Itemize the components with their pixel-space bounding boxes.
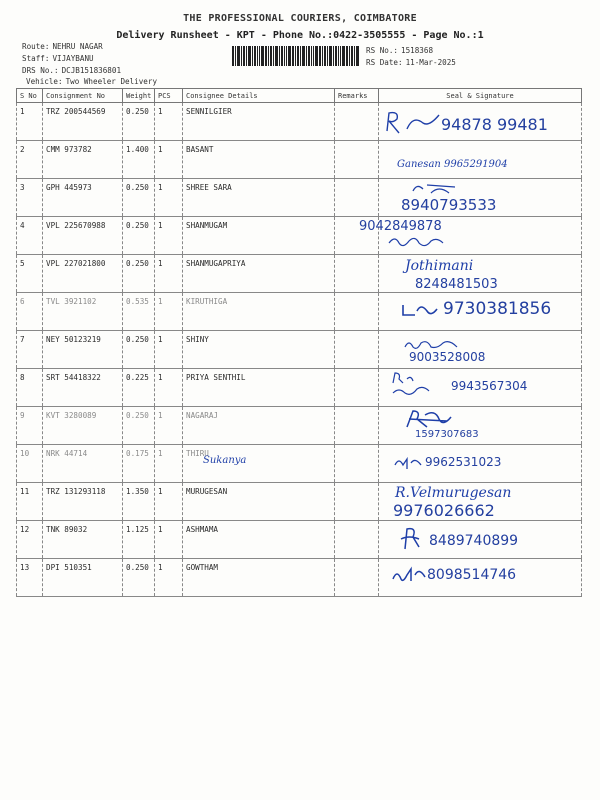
cell-pcs: 1: [155, 521, 183, 559]
signature-scribble: [389, 565, 429, 585]
drs-label: DRS No.:: [22, 66, 59, 75]
cell-weight: 0.250: [123, 179, 155, 217]
cell-weight: 0.250: [123, 331, 155, 369]
cell-sno: 9: [17, 407, 43, 445]
handwritten-phone: 8248481503: [415, 277, 498, 292]
cell-consignment: NEY 50123219: [43, 331, 123, 369]
handwritten-name: Jothimani: [405, 258, 474, 274]
table-row: [17, 445, 582, 483]
table-row: [17, 103, 582, 141]
cell-pcs: 1: [155, 407, 183, 445]
rs-no-label: RS No.:: [366, 46, 399, 55]
handwritten-phone: 9976026662: [393, 501, 495, 520]
cell-weight: 1.125: [123, 521, 155, 559]
cell-remarks: [335, 369, 379, 407]
cell-consignment: TNK 89032: [43, 521, 123, 559]
cell-weight: 1.400: [123, 141, 155, 179]
table-row: [17, 141, 582, 179]
cell-sno: 5: [17, 255, 43, 293]
cell-signature: [379, 255, 582, 293]
staff-label: Staff:: [22, 54, 50, 63]
cell-pcs: 1: [155, 217, 183, 255]
cell-remarks: [335, 521, 379, 559]
cell-pcs: 1: [155, 483, 183, 521]
vehicle-label: Vehicle:: [26, 77, 63, 86]
rs-date-line: [366, 58, 456, 67]
staff-line: [22, 54, 94, 63]
handwritten-phone: 9943567304: [451, 379, 528, 393]
cell-signature: [379, 445, 582, 483]
staff-value: VIJAYBANU: [52, 54, 94, 63]
cell-signature: [379, 483, 582, 521]
table-row: [17, 293, 582, 331]
cell-signature: [379, 179, 582, 217]
handwritten-phone: 94878 99481: [441, 115, 548, 134]
cell-pcs: 1: [155, 141, 183, 179]
cell-sno: 11: [17, 483, 43, 521]
cell-remarks: [335, 103, 379, 141]
cell-consignment: VPL 225670988: [43, 217, 123, 255]
cell-pcs: 1: [155, 369, 183, 407]
cell-consignee: GOWTHAM: [183, 559, 335, 597]
handwritten-phone: 8940793533: [401, 196, 497, 214]
col-header-weight: Weight: [123, 89, 155, 103]
cell-consignment: TRZ 200544569: [43, 103, 123, 141]
cell-consignment: NRK 44714: [43, 445, 123, 483]
rs-date-label: RS Date:: [366, 58, 403, 67]
cell-sno: 13: [17, 559, 43, 597]
handwritten-phone: 9730381856: [443, 299, 552, 319]
cell-remarks: [335, 255, 379, 293]
signature-scribble: [403, 337, 463, 351]
cell-weight: 0.250: [123, 103, 155, 141]
cell-sno: 6: [17, 293, 43, 331]
signature-scribble: [387, 235, 447, 249]
cell-sno: 2: [17, 141, 43, 179]
cell-consignment: CMM 973782: [43, 141, 123, 179]
cell-weight: 0.250: [123, 255, 155, 293]
runsheet-title: Delivery Runsheet - KPT - Phone No.:0422-3505555 - Page No.:1: [116, 30, 484, 41]
cell-pcs: 1: [155, 179, 183, 217]
table-row: [17, 217, 582, 255]
cell-consignee: MURUGESAN: [183, 483, 335, 521]
consignee-name: THIRU: [186, 449, 209, 458]
cell-sno: 4: [17, 217, 43, 255]
rs-date-value: 11-Mar-2025: [405, 58, 456, 67]
col-header-signature: Seal & Signature: [379, 89, 582, 103]
handwritten-phone: 9962531023: [425, 455, 502, 469]
cell-pcs: 1: [155, 445, 183, 483]
cell-sno: 1: [17, 103, 43, 141]
cell-consignee: SHREE SARA: [183, 179, 335, 217]
cell-sno: 10: [17, 445, 43, 483]
cell-weight: 0.535: [123, 293, 155, 331]
cell-weight: 0.175: [123, 445, 155, 483]
cell-weight: 0.250: [123, 407, 155, 445]
cell-consignment: GPH 445973: [43, 179, 123, 217]
cell-signature: [379, 141, 582, 179]
table-header-row: [17, 89, 582, 103]
cell-signature: [379, 559, 582, 597]
route-value: NEHRU NAGAR: [52, 42, 103, 51]
table-row: [17, 521, 582, 559]
signature-scribble: [393, 455, 423, 471]
col-header-remarks: Remarks: [335, 89, 379, 103]
signature-scribble: [383, 109, 443, 135]
cell-remarks: [335, 407, 379, 445]
cell-consignment: DPI 510351: [43, 559, 123, 597]
cell-consignee: BASANT: [183, 141, 335, 179]
cell-remarks: [335, 179, 379, 217]
cell-consignee: SHINY: [183, 331, 335, 369]
handwritten-name: R.Velmurugesan: [395, 485, 512, 501]
cell-consignment: TRZ 131293118: [43, 483, 123, 521]
barcode: [232, 46, 360, 72]
col-header-sno: S No: [17, 89, 43, 103]
cell-pcs: 1: [155, 293, 183, 331]
signature-scribble: [389, 371, 455, 399]
cell-remarks: [335, 559, 379, 597]
cell-weight: 0.250: [123, 217, 155, 255]
cell-weight: 0.225: [123, 369, 155, 407]
signature-scribble: [399, 525, 423, 551]
table-row: [17, 369, 582, 407]
cell-sno: 7: [17, 331, 43, 369]
table-row: [17, 179, 582, 217]
drs-value: DCJB151836801: [61, 66, 122, 75]
cell-signature: [379, 407, 582, 445]
route-label: Route:: [22, 42, 50, 51]
table-row: [17, 407, 582, 445]
col-header-consignee: Consignee Details: [183, 89, 335, 103]
signature-scribble: [409, 181, 459, 197]
cell-consignee: KIRUTHIGA: [183, 293, 335, 331]
cell-signature: [379, 521, 582, 559]
signature-scribble: [401, 301, 441, 319]
col-header-pcs: PCS: [155, 89, 183, 103]
cell-consignment: SRT 54418322: [43, 369, 123, 407]
drs-line: [22, 66, 121, 75]
cell-consignment: VPL 227021800: [43, 255, 123, 293]
cell-consignee: SENNILGIER: [183, 103, 335, 141]
signature-scribble: [403, 409, 453, 431]
table-row: [17, 331, 582, 369]
cell-consignee: ASHMAMA: [183, 521, 335, 559]
cell-signature: [379, 331, 582, 369]
cell-remarks: [335, 331, 379, 369]
cell-consignee: SHANMUGAPRIYA: [183, 255, 335, 293]
cell-pcs: 1: [155, 103, 183, 141]
cell-remarks: [335, 293, 379, 331]
cell-remarks: [335, 445, 379, 483]
cell-consignment: KVT 3280089: [43, 407, 123, 445]
rs-no-value: 1518368: [401, 46, 434, 55]
cell-consignee: [183, 445, 335, 483]
rs-no-line: [366, 46, 433, 55]
cell-signature: [359, 217, 582, 255]
cell-consignee: PRIYA SENTHIL: [183, 369, 335, 407]
handwritten-phone: 1597307683: [415, 429, 479, 440]
cell-signature: [379, 293, 582, 331]
cell-remarks: [335, 483, 379, 521]
vehicle-value: Two Wheeler Delivery: [65, 77, 158, 86]
handwritten-name-phone: Ganesan 9965291904: [397, 159, 508, 170]
handwritten-signature-name: Sukanya: [203, 455, 247, 466]
cell-pcs: 1: [155, 559, 183, 597]
table-row: [17, 559, 582, 597]
handwritten-phone: 8489740899: [429, 533, 519, 549]
cell-sno: 8: [17, 369, 43, 407]
handwritten-phone: 8098514746: [427, 567, 517, 583]
col-header-consignment: Consignment No: [43, 89, 123, 103]
cell-sno: 3: [17, 179, 43, 217]
cell-weight: 0.250: [123, 559, 155, 597]
cell-pcs: 1: [155, 331, 183, 369]
cell-remarks: [335, 141, 379, 179]
runsheet-table: [16, 88, 582, 597]
cell-signature: [379, 103, 582, 141]
handwritten-phone: 9003528008: [409, 350, 486, 364]
cell-signature: [379, 369, 582, 407]
table-row: [17, 483, 582, 521]
route-line: [22, 42, 103, 51]
cell-pcs: 1: [155, 255, 183, 293]
cell-consignee: SHANMUGAM: [183, 217, 335, 255]
company-name: THE PROFESSIONAL COURIERS, COIMBATORE: [183, 13, 417, 24]
cell-weight: 1.350: [123, 483, 155, 521]
vehicle-line: [26, 77, 157, 86]
cell-consignment: TVL 3921102: [43, 293, 123, 331]
cell-consignee: NAGARAJ: [183, 407, 335, 445]
handwritten-phone: 9042849878: [359, 219, 442, 234]
cell-sno: 12: [17, 521, 43, 559]
table-row: [17, 255, 582, 293]
